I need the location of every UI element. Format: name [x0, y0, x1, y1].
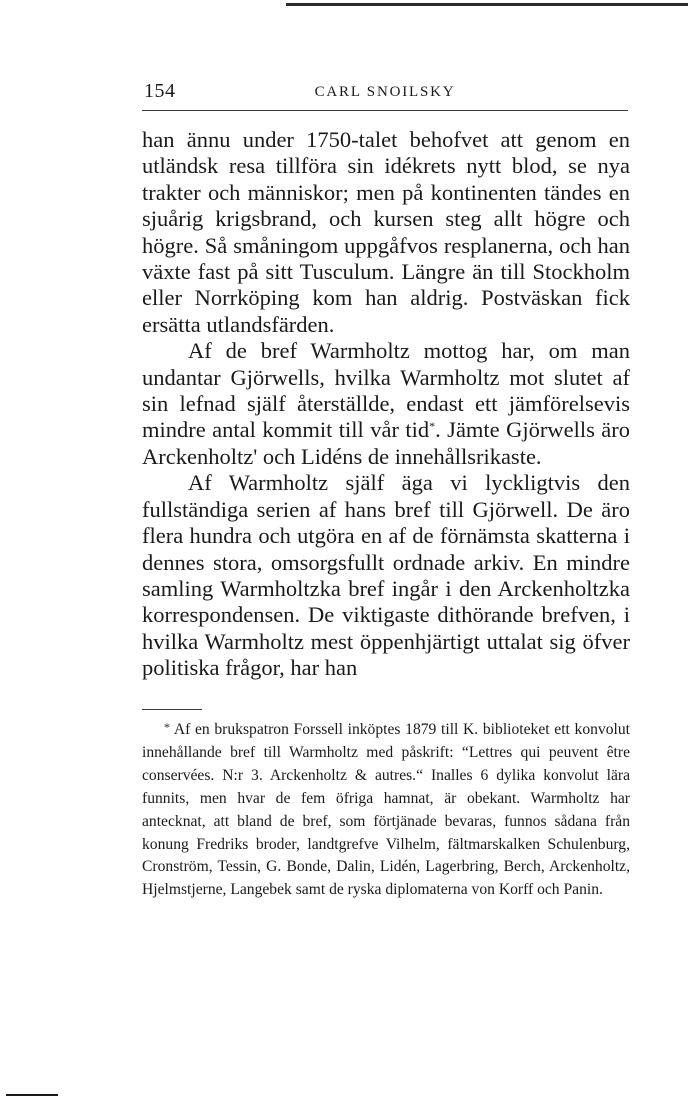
footnote-marker: *	[164, 720, 170, 734]
paragraph-2-continuation: . Jämte Gjörwells äro Arckenholtz' och Lidéns de innehållsrikaste.	[142, 417, 630, 469]
page-number: 154	[144, 80, 176, 102]
header-rule	[142, 110, 628, 111]
top-edge-rule	[286, 3, 688, 6]
paragraph-3: Af Warmholtz själf äga vi lyckligtvis den fullständiga serien af hans bref till Gjörwell. De äro flera hundra och utgöra en af de förnämsta skatterna i dennes stora, omsorgsfullt ordnade arkiv. En mindre samling Warmholtzka bref ingår i den Arckenholtzka korrespondensen. De viktigaste dithörande brefven, i hvilka Warmholtz mest öppenhjärtigt uttalat sig öfver politiska frågor, har han	[142, 470, 630, 681]
footnote-text: Af en brukspatron Forssell inköptes 1879 till K. biblioteket ett konvolut innehållande bref till Warmholtz med påskrift: “Lettres qui peuvent être conservées. N:r 3. Arckenholtz & autres.“ Inalles 6 dylika konvolut lära funnits, men hvar de fem öfriga hamnat, är obekant. Warmholtz har antecknat, att bland de bref, som förtjänade bevaras, funnos sådana från konung Fredriks broder, landtgrefve Vilhelm, fältmarskalken Schulenburg, Cronström, Tessin, G. Bonde, Dalin, Lidén, Lagerbring, Berch, Arckenholtz, Hjelmstjerne, Langebek samt de ryska diplomaterna von Korff och Panin.	[142, 721, 630, 899]
scan-edge-mark	[6, 1094, 58, 1096]
footnote	[142, 716, 630, 902]
running-head: CARL SNOILSKY	[314, 84, 456, 100]
footnote-reference: *	[429, 419, 436, 434]
page-header	[142, 80, 628, 106]
paragraph-1: han ännu under 1750-talet behofvet att genom en utländsk resa tillföra sin idékrets nytt blod, se nya trakter och människor; men på kontinenten tändes en sjuårig krigsbrand, och kursen steg allt högre och högre. Så småningom uppgåfvos resplanerna, och han växte fast på sitt Tusculum. Längre än till Stockholm eller Norrköping kom han aldrig. Postväskan fick ersätta utlandsfärden.	[142, 127, 630, 337]
paragraph-2	[142, 338, 630, 470]
body-text	[142, 127, 630, 682]
paragraph-2-text: Af de bref Warmholtz mottog har, om man undantar Gjörwells, hvilka Warmholtz mot slutet af sin lefnad själf återställde, endast ett jämförelsevis mindre antal kommit till vår tid	[142, 338, 630, 443]
footnote-rule	[142, 709, 202, 710]
